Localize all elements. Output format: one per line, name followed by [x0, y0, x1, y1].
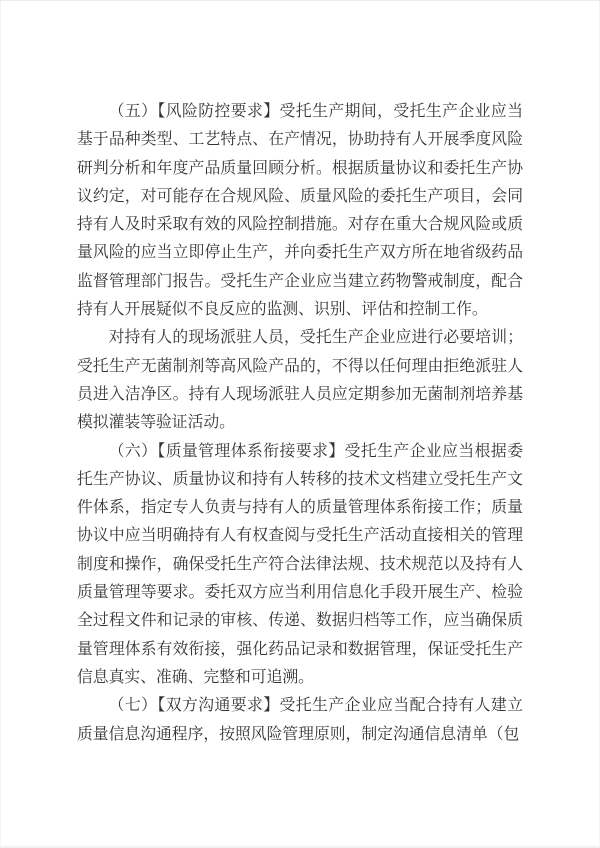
paragraph-clause-6-qms-alignment: （六）【质量管理体系衔接要求】受托生产企业应当根据委托生产协议、质量协议和持有人转移的技术文档建立受托生产文件体系，指定专人负责与持有人的质量管理体系衔接工作；质量协议中应当明确持有人有权查阅与受托生产活动直接相关的管理制度和操作，确保受托生产符合法律法规、技术规范以及持有人质量管理等要求。委托双方应当利用信息化手段开展生产、检验全过程文件和记录的审核、传递、数据归档等工作，应当确保质量管理体系有效衔接，强化药品记录和数据管理，保证受托生产信息真实、准确、完整和可追溯。 [77, 440, 523, 686]
document-body [77, 97, 523, 748]
paragraph-clause-5-risk-control: （五）【风险防控要求】受托生产期间，受托生产企业应当基于品种类型、工艺特点、在产情况，协助持有人开展季度风险研判分析和年度产品质量回顾分析。根据质量协议和委托生产协议约定，对可能存在合规风险、质量风险的委托生产项目，会同持有人及时采取有效的风险控制措施。对存在重大合规风险或质量风险的应当立即停止生产，并向委托生产双方所在地省级药品监督管理部门报告。受托生产企业应当建立药物警戒制度，配合持有人开展疑似不良反应的监测、识别、评估和控制工作。 [77, 101, 523, 319]
paragraph-clause-7-communication: （七）【双方沟通要求】受托生产企业应当配合持有人建立质量信息沟通程序，按照风险管理原则，制定沟通信息清单（包 [77, 695, 523, 743]
paragraph-clause-5-field-staff: 对持有人的现场派驻人员，受托生产企业应进行必要培训；受托生产无菌制剂等高风险产品的，不得以任何理由拒绝派驻人员进入洁净区。持有人现场派驻人员应定期参加无菌制剂培养基模拟灌装等验证活动。 [77, 327, 523, 432]
